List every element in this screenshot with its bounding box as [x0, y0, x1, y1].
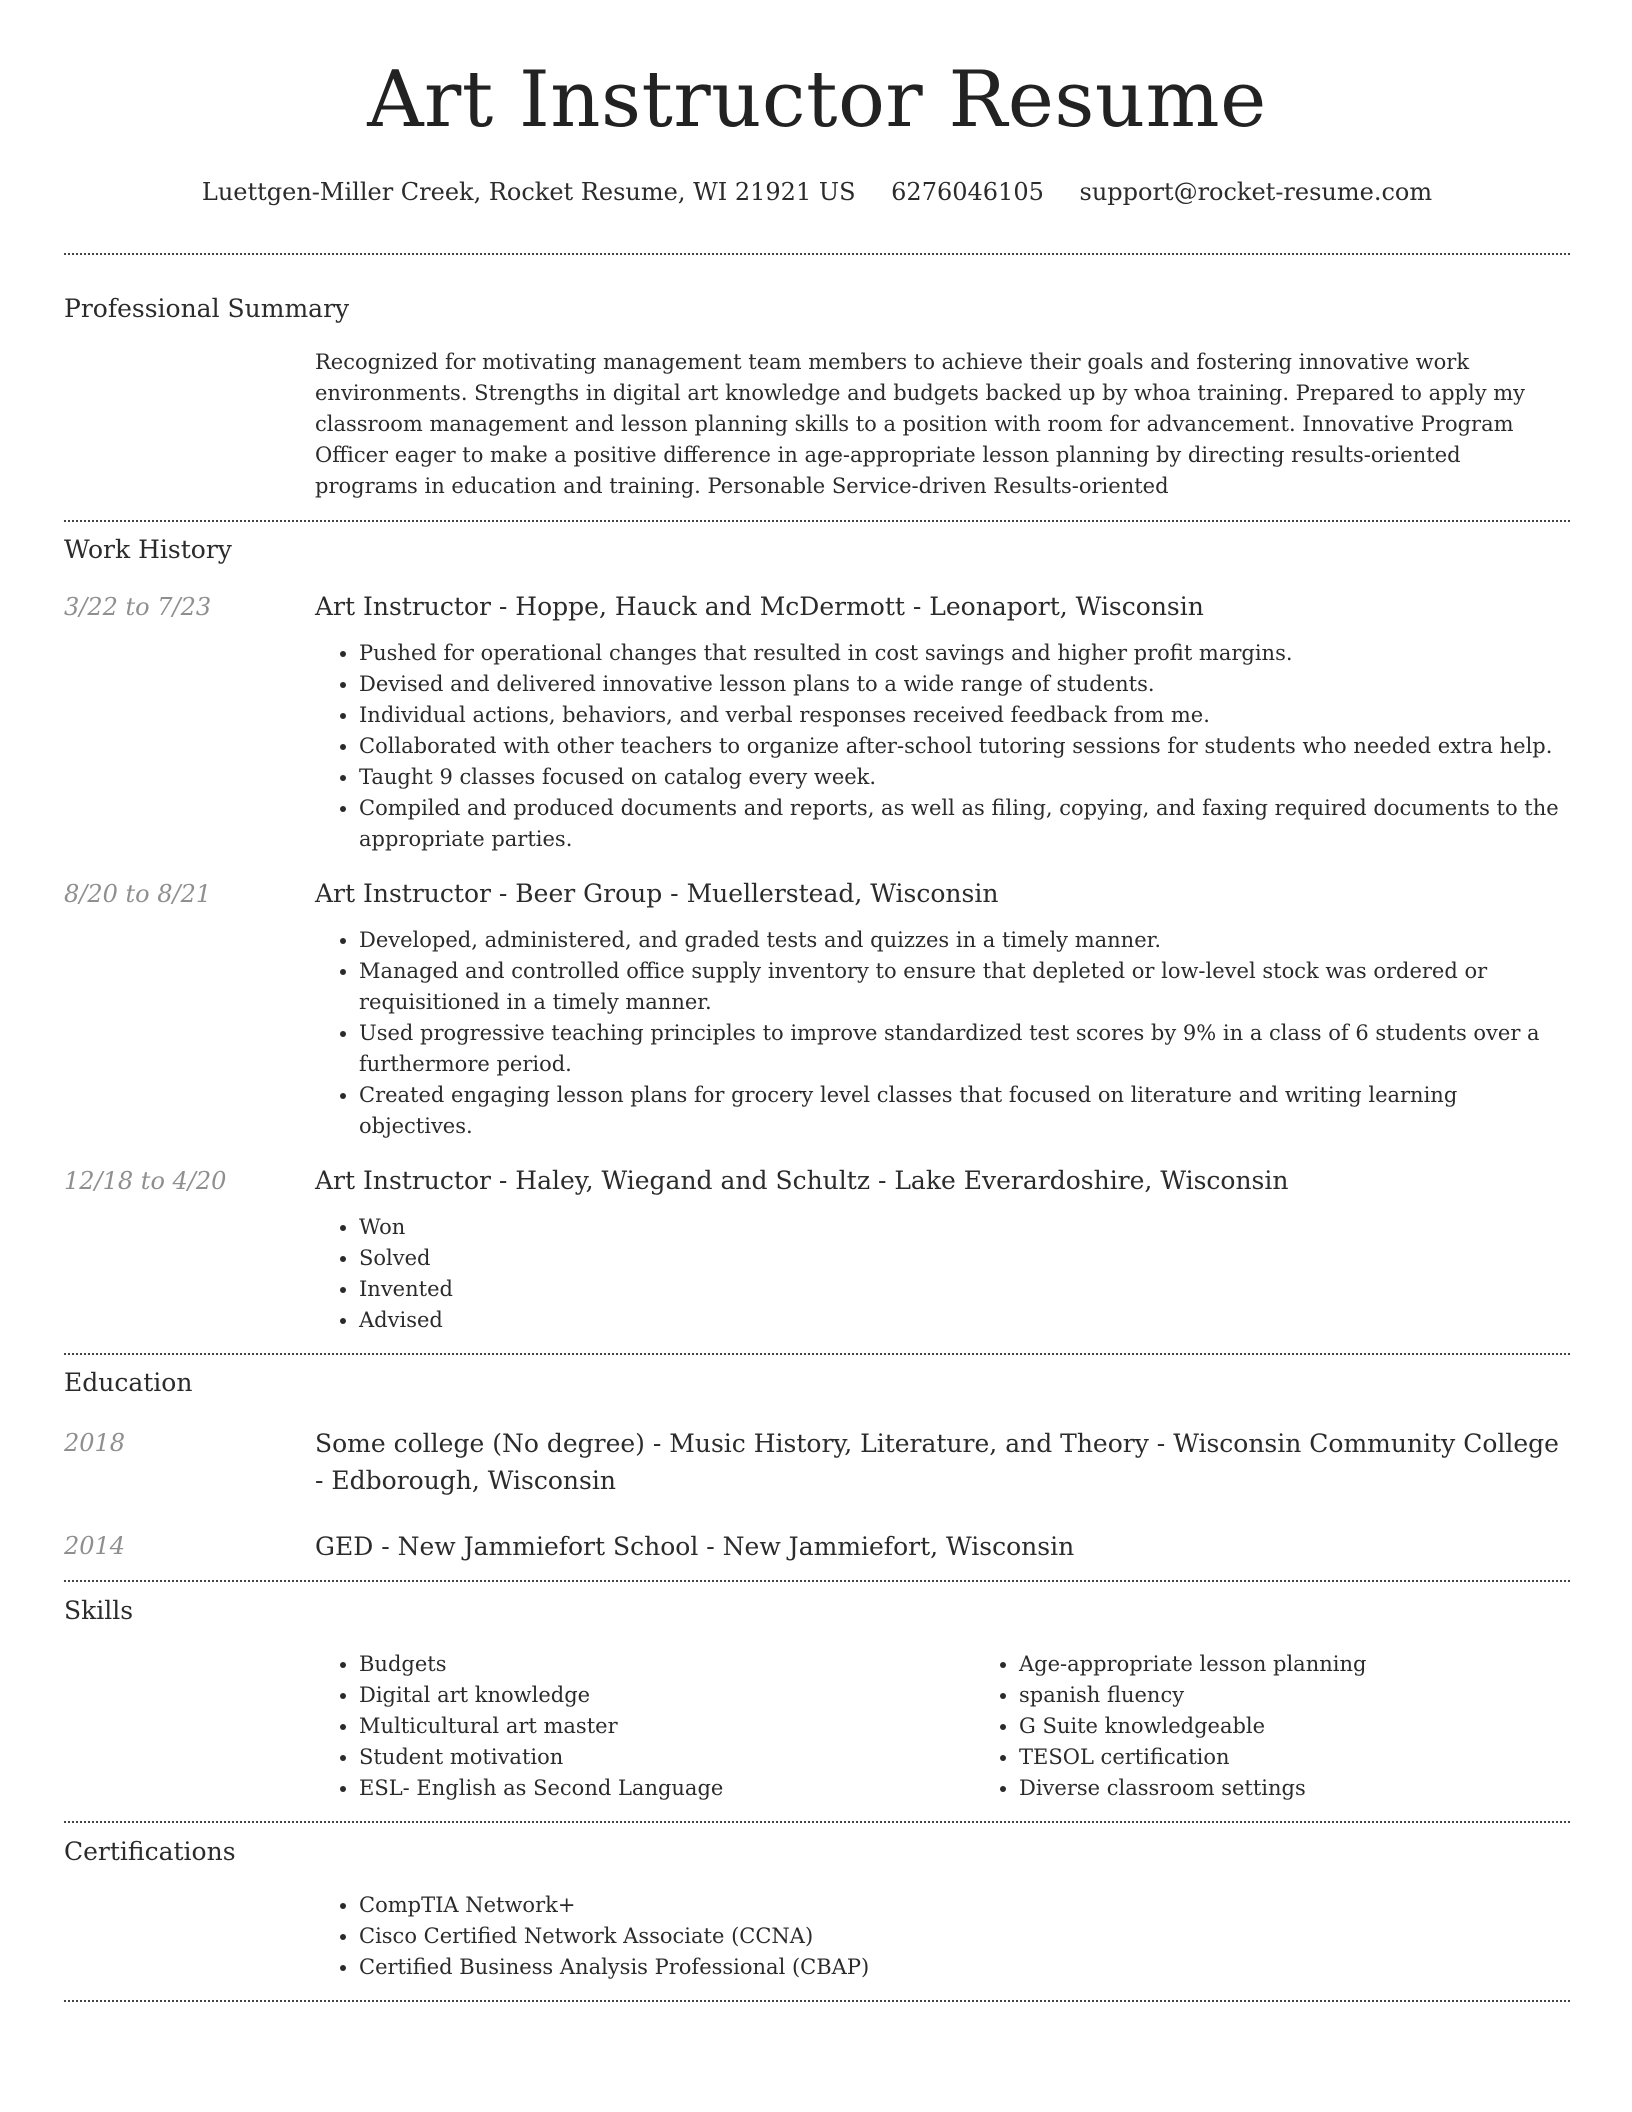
- skill-item: • Multicultural art master: [359, 1711, 975, 1742]
- certifications-section: [64, 1836, 1570, 1983]
- contact-email: support@rocket-resume.com: [1079, 178, 1433, 206]
- job-duty: • Used progressive teaching principles to improve standardized test scores by 9% in a class of 6 students over a furthermore period.: [359, 1018, 1570, 1080]
- skills-section: [64, 1595, 1570, 1804]
- skill-item: • Digital art knowledge: [359, 1680, 975, 1711]
- job-entry: [64, 1165, 1570, 1336]
- job-duty: • Managed and controlled office supply inventory to ensure that depleted or low-level stock was ordered or requisitioned in a timely manner.: [359, 956, 1570, 1018]
- contact-line: [64, 176, 1570, 208]
- job-entry: [64, 878, 1570, 1142]
- work-history-section: [64, 534, 1570, 1336]
- section-divider: [64, 2000, 1570, 2002]
- job-duties: [315, 1212, 1570, 1336]
- job-duty: • Pushed for operational changes that resulted in cost savings and higher profit margins.: [359, 638, 1570, 669]
- job-duties: [315, 925, 1570, 1142]
- contact-phone: 6276046105: [891, 178, 1044, 206]
- skill-item: • G Suite knowledgeable: [1019, 1711, 1366, 1742]
- job-duty: • Developed, administered, and graded tests and quizzes in a timely manner.: [359, 925, 1570, 956]
- work-history-heading: Work History: [64, 535, 232, 564]
- skill-item: • spanish fluency: [1019, 1680, 1366, 1711]
- education-title: GED - New Jammiefort School - New Jammiefort, Wisconsin: [315, 1532, 1075, 1561]
- job-dates: 3/22 to 7/23: [64, 593, 212, 621]
- skill-item: • Budgets: [359, 1649, 975, 1680]
- section-divider: [64, 253, 1570, 255]
- job-duty: • Collaborated with other teachers to organize after-school tutoring sessions for students who needed extra help.: [359, 731, 1570, 762]
- skills-list-left: [315, 1649, 975, 1804]
- job-duty: • Won: [359, 1212, 1570, 1243]
- job-duty: • Taught 9 classes focused on catalog every week.: [359, 762, 1570, 793]
- skill-item: • Age-appropriate lesson planning: [1019, 1649, 1366, 1680]
- certification-item: • Certified Business Analysis Professional (CBAP): [359, 1952, 1570, 1983]
- job-dates: 8/20 to 8/21: [64, 880, 212, 908]
- education-year: 2014: [64, 1532, 126, 1560]
- skills-list-right: [975, 1649, 1366, 1804]
- section-divider: [64, 520, 1570, 522]
- job-title: Art Instructor - Hoppe, Hauck and McDermott - Leonaport, Wisconsin: [315, 592, 1204, 621]
- job-duty: • Individual actions, behaviors, and verbal responses received feedback from me.: [359, 700, 1570, 731]
- summary-section: [64, 293, 1570, 502]
- resume-title: Art Instructor Resume: [367, 55, 1267, 145]
- education-entry: [64, 1528, 1570, 1565]
- job-duty: • Solved: [359, 1243, 1570, 1274]
- education-title: Some college (No degree) - Music History, Literature, and Theory - Wisconsin Community College - Edborough, Wisconsin: [315, 1429, 1559, 1495]
- job-duty: • Advised: [359, 1305, 1570, 1336]
- resume-page: [64, 0, 1570, 2002]
- section-divider: [64, 1821, 1570, 1823]
- job-duty: • Invented: [359, 1274, 1570, 1305]
- certification-item: • CompTIA Network+: [359, 1890, 1570, 1921]
- job-duty: • Compiled and produced documents and reports, as well as filing, copying, and faxing required documents to the appropriate parties.: [359, 793, 1570, 855]
- skill-item: • ESL- English as Second Language: [359, 1773, 975, 1804]
- skill-item: • Diverse classroom settings: [1019, 1773, 1366, 1804]
- summary-heading: Professional Summary: [64, 294, 350, 323]
- job-duties: [315, 638, 1570, 855]
- certifications-list: [315, 1890, 1570, 1983]
- job-duty: • Devised and delivered innovative lesson plans to a wide range of students.: [359, 669, 1570, 700]
- section-divider: [64, 1353, 1570, 1355]
- education-heading: Education: [64, 1368, 193, 1397]
- education-year: 2018: [64, 1429, 126, 1457]
- job-dates: 12/18 to 4/20: [64, 1167, 227, 1195]
- summary-text: Recognized for motivating management team members to achieve their goals and fostering innovative work environments. Strengths in digital art knowledge and budgets backed up by whoa training. Prepared to apply my classroom management and lesson planning skills to a position with room for advancement. Innovative Program Officer eager to make a positive difference in age-appropriate lesson planning by directing results-oriented programs in education and training. Personable Service-driven Results-oriented: [315, 350, 1526, 498]
- contact-address: Luettgen-Miller Creek, Rocket Resume, WI 21921 US: [201, 178, 856, 206]
- certification-item: • Cisco Certified Network Associate (CCNA): [359, 1921, 1570, 1952]
- job-title: Art Instructor - Haley, Wiegand and Schultz - Lake Everardoshire, Wisconsin: [315, 1166, 1289, 1195]
- skill-item: • TESOL certification: [1019, 1742, 1366, 1773]
- job-entry: [64, 591, 1570, 855]
- job-duty: • Created engaging lesson plans for grocery level classes that focused on literature and writing learning objectives.: [359, 1080, 1570, 1142]
- skills-heading: Skills: [64, 1596, 134, 1625]
- section-divider: [64, 1580, 1570, 1582]
- skill-item: • Student motivation: [359, 1742, 975, 1773]
- education-entry: [64, 1425, 1570, 1499]
- education-section: [64, 1367, 1570, 1565]
- job-title: Art Instructor - Beer Group - Muellerstead, Wisconsin: [315, 879, 999, 908]
- certifications-heading: Certifications: [64, 1837, 236, 1866]
